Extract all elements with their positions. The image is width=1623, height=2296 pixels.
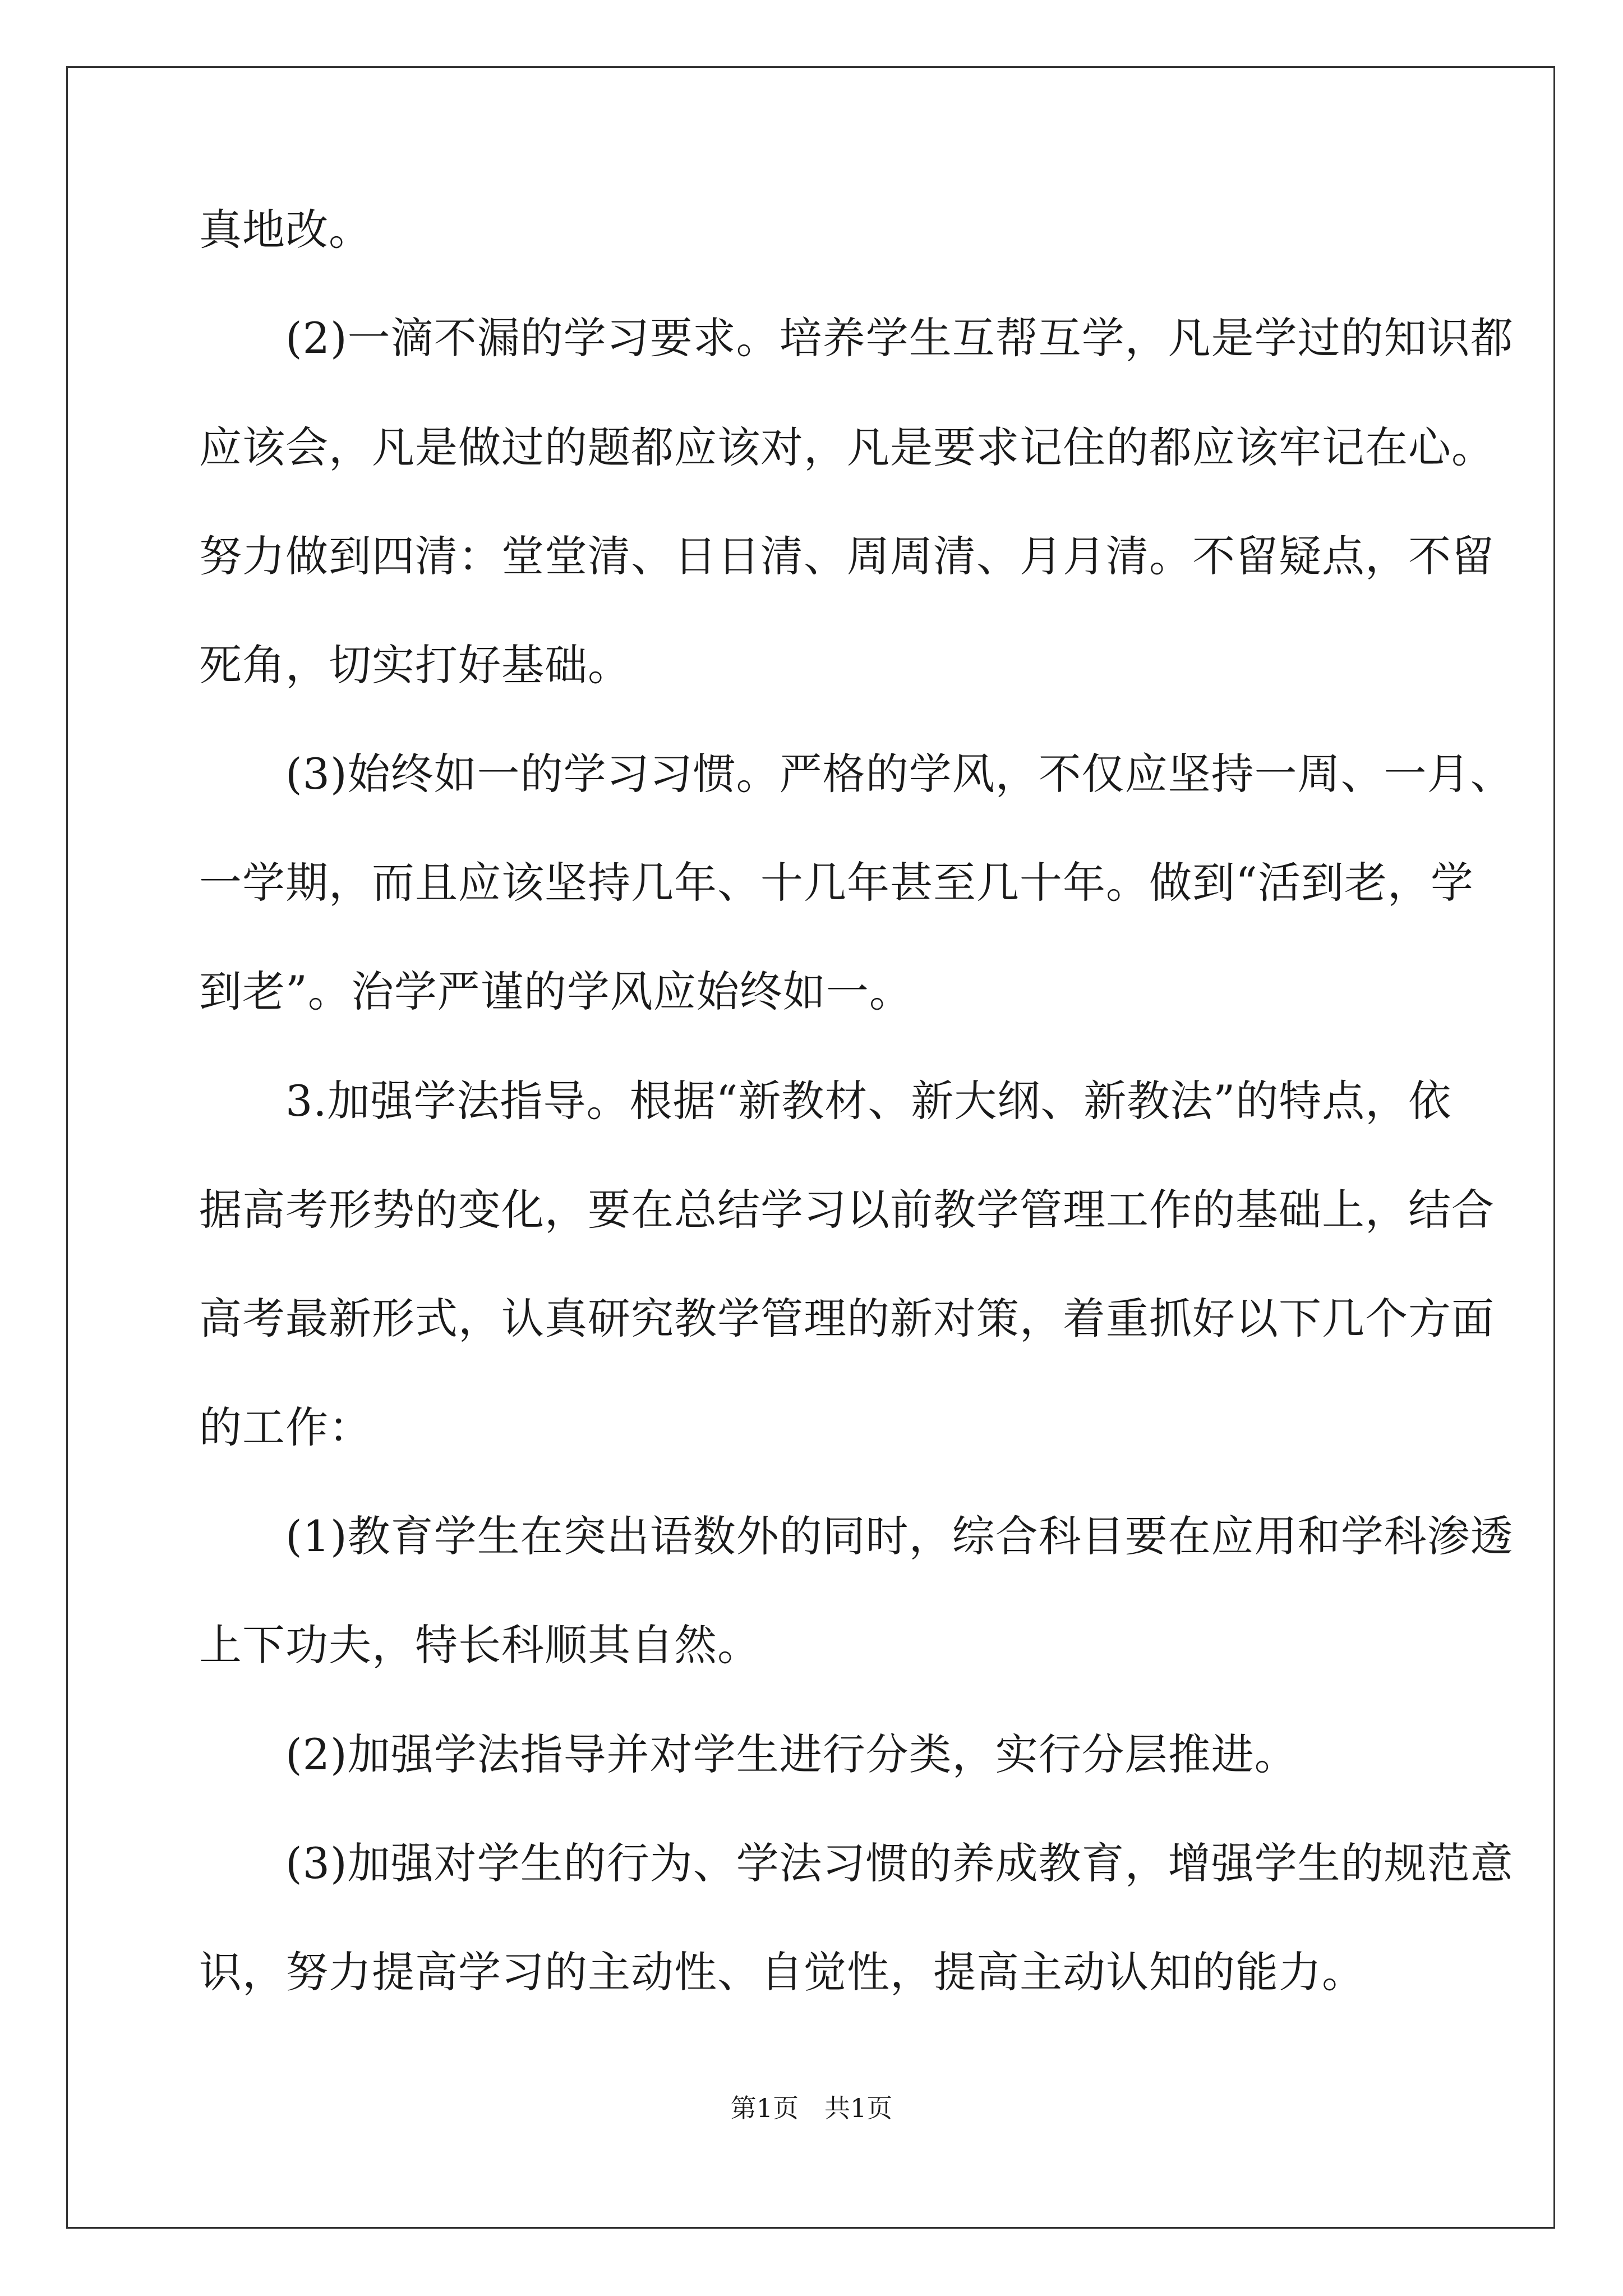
text-line: 到老”。治学严谨的学风应始终如一。 bbox=[199, 967, 912, 1016]
text-line: 一学期，而且应该坚持几年、十几年甚至几十年。做到“活到老，学 bbox=[199, 858, 1474, 908]
text-line: 真地改。 bbox=[199, 205, 372, 255]
text-line: 高考最新形式，认真研究教学管理的新对策，着重抓好以下几个方面 bbox=[199, 1294, 1495, 1343]
text-line: (2)加强学法指导并对学生进行分类，实行分层推进。 bbox=[199, 1729, 1298, 1779]
text-line: (3)加强对学生的行为、学法习惯的养成教育，增强学生的规范意 bbox=[199, 1838, 1514, 1888]
page-number-footer: 第1页 共1页 bbox=[730, 2093, 893, 2123]
text-line: 的工作： bbox=[199, 1402, 372, 1452]
text-line: 应该会，凡是做过的题都应该对，凡是要求记住的都应该牢记在心。 bbox=[199, 422, 1495, 472]
text-line: (1)教育学生在突出语数外的同时，综合科目要在应用和学科渗透 bbox=[199, 1511, 1514, 1561]
text-line: 据高考形势的变化，要在总结学习以前教学管理工作的基础上，结合 bbox=[199, 1185, 1495, 1235]
text-line: 死角，切实打好基础。 bbox=[199, 640, 631, 690]
text-line: (3)始终如一的学习习惯。严格的学风，不仅应坚持一周、一月、 bbox=[199, 749, 1514, 799]
text-line: 识，努力提高学习的主动性、自觉性，提高主动认知的能力。 bbox=[199, 1947, 1365, 1997]
text-line: 3.加强学法指导。根据“新教材、新大纲、新教法”的特点，依 bbox=[199, 1076, 1452, 1126]
page-border bbox=[66, 66, 1555, 2229]
text-line: 努力做到四清：堂堂清、日日清、周周清、月月清。不留疑点，不留 bbox=[199, 531, 1495, 581]
text-line: (2)一滴不漏的学习要求。培养学生互帮互学，凡是学过的知识都 bbox=[199, 313, 1514, 363]
text-line: 上下功夫，特长科顺其自然。 bbox=[199, 1620, 760, 1670]
